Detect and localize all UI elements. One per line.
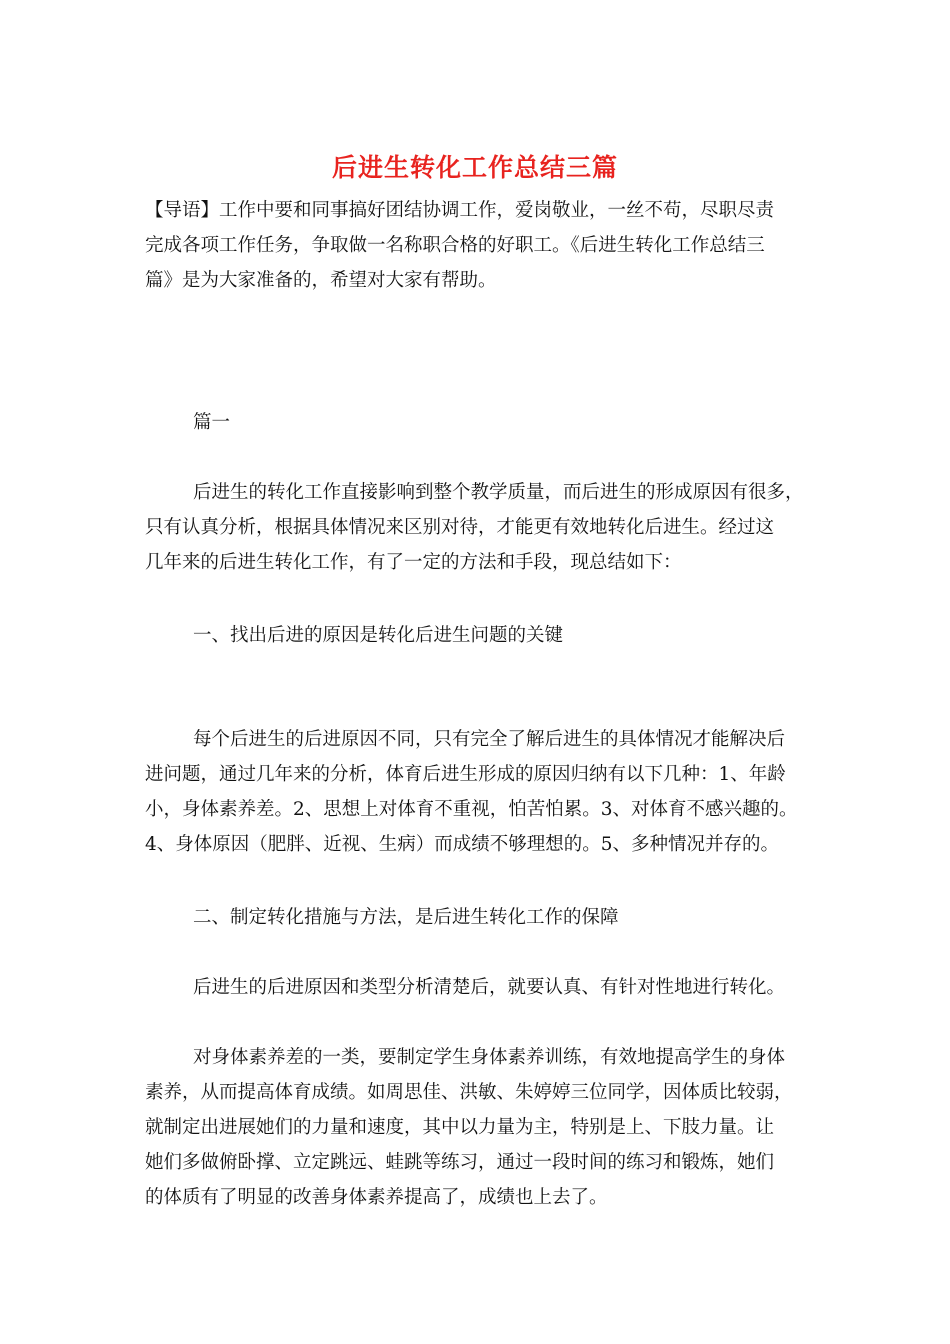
paragraph-3 xyxy=(145,970,815,1005)
heading-2 xyxy=(145,900,815,935)
paragraph-line: 后进生的后进原因和类型分析清楚后，就要认真、有针对性地进行转化。 xyxy=(193,977,786,998)
paragraph-line: 4、身体原因（肥胖、近视、生病）而成绩不够理想的。5、多种情况并存的。 xyxy=(145,834,780,855)
paragraph-line: 素养，从而提高体育成绩。如周思佳、洪敏、朱婷婷三位同学，因体质比较弱， xyxy=(145,1082,793,1103)
paragraph-2 xyxy=(145,722,815,862)
paragraph-line: 每个后进生的后进原因不同，只有完全了解后进生的具体情况才能解决后 xyxy=(193,729,786,750)
paragraph-line: 对身体素养差的一类，要制定学生身体素养训练，有效地提高学生的身体 xyxy=(193,1047,786,1068)
paragraph-line: 只有认真分析，根据具体情况来区别对待，才能更有效地转化后进生。经过这 xyxy=(145,517,775,538)
paragraph-4 xyxy=(145,1040,815,1215)
paragraph-line: 就制定出进展她们的力量和速度，其中以力量为主，特别是上、下肢力量。让 xyxy=(145,1117,775,1138)
heading-1 xyxy=(145,618,815,653)
intro-line: 【导语】工作中要和同事搞好团结协调工作，爱岗敬业，一丝不苟，尽职尽责 xyxy=(145,200,775,221)
heading-2-text: 二、制定转化措施与方法，是后进生转化工作的保障 xyxy=(193,907,619,928)
paragraph-line: 的体质有了明显的改善身体素养提高了，成绩也上去了。 xyxy=(145,1187,608,1208)
paragraph-line: 后进生的转化工作直接影响到整个教学质量，而后进生的形成原因有很多， xyxy=(193,482,804,503)
section-heading xyxy=(145,405,815,440)
intro-line: 篇》是为大家准备的，希望对大家有帮助。 xyxy=(145,270,497,291)
heading-1-text: 一、找出后进的原因是转化后进生问题的关键 xyxy=(193,625,564,646)
paragraph-line: 她们多做俯卧撑、立定跳远、蛙跳等练习，通过一段时间的练习和锻炼，她们 xyxy=(145,1152,775,1173)
intro-line: 完成各项工作任务，争取做一名称职合格的好职工。《后进生转化工作总结三 xyxy=(145,235,765,256)
paragraph-line: 几年来的后进生转化工作，有了一定的方法和手段，现总结如下： xyxy=(145,552,682,573)
paragraph-line: 小，身体素养差。2、思想上对体育不重视，怕苦怕累。3、对体育不感兴趣的。 xyxy=(145,799,798,820)
section-heading-text: 篇一 xyxy=(193,412,231,433)
intro-paragraph xyxy=(145,193,815,298)
paragraph-line: 进问题，通过几年来的分析，体育后进生形成的原因归纳有以下几种：1、年龄 xyxy=(145,764,786,785)
document-title: 后进生转化工作总结三篇 xyxy=(331,153,618,182)
paragraph-1 xyxy=(145,475,815,580)
